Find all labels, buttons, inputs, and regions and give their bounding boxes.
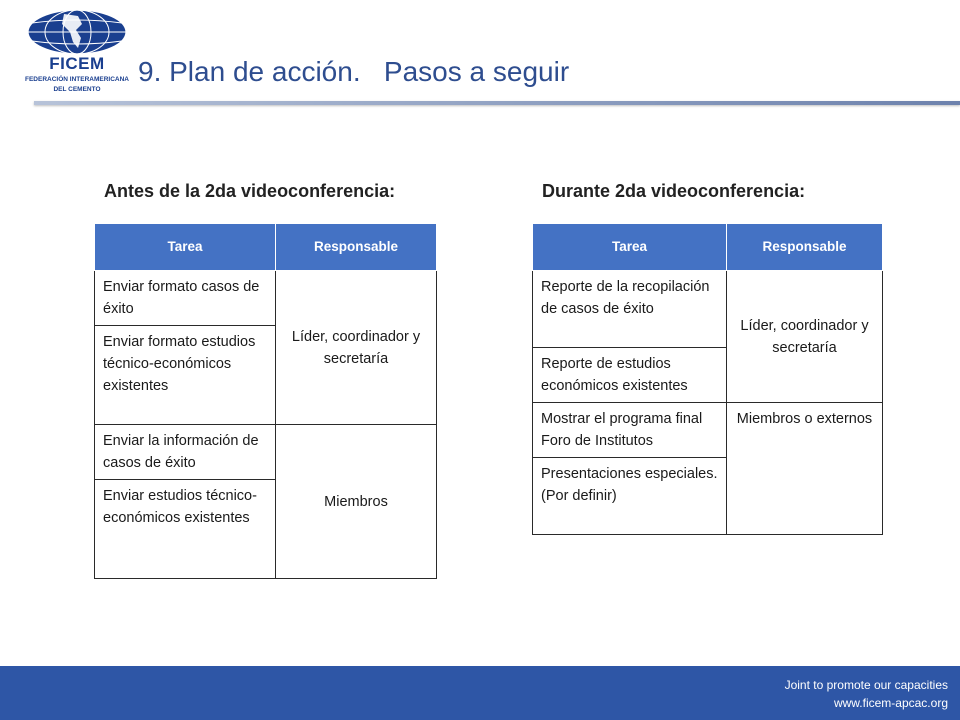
header-tarea: Tarea [533, 224, 727, 271]
header-tarea: Tarea [95, 224, 276, 271]
footer-url[interactable]: www.ficem-apcac.org [833, 696, 948, 710]
task-cell: Enviar la información de casos de éxito [95, 425, 276, 480]
task-cell: Reporte de la recopilación de casos de éxito [533, 271, 727, 348]
logo-subtitle-line2: DEL CEMENTO [53, 86, 101, 93]
footer-tagline: Joint to promote our capacities [784, 678, 948, 692]
right-section-heading: Durante 2da videoconferencia: [542, 181, 806, 201]
table-header-row [533, 224, 883, 271]
ficem-logo [18, 8, 136, 100]
table-row [95, 425, 437, 480]
globe-icon [26, 8, 128, 56]
table-header-row [95, 224, 437, 271]
task-cell: Reporte de estudios económicos existentes [533, 348, 727, 403]
before-task-table [94, 223, 437, 579]
left-section-heading: Antes de la 2da videoconferencia: [104, 181, 396, 201]
task-cell: Enviar estudios técnico-económicos existentes [95, 480, 276, 579]
table-row [95, 271, 437, 326]
responsable-cell: Miembros o externos [727, 403, 883, 535]
table-row [533, 403, 883, 458]
during-task-table [532, 223, 883, 535]
page-title: 9. Plan de acción. Pasos a seguir [138, 56, 570, 87]
task-cell: Enviar formato casos de éxito [95, 271, 276, 326]
header-responsable: Responsable [727, 224, 883, 271]
footer-bar [0, 666, 960, 720]
logo-name: FICEM [49, 54, 105, 73]
task-cell: Enviar formato estudios técnico-económicos existentes [95, 326, 276, 425]
task-cell: Presentaciones especiales. (Por definir) [533, 458, 727, 535]
responsable-cell: Líder, coordinador y secretaría [276, 271, 437, 425]
table-row [533, 271, 883, 348]
header-responsable: Responsable [276, 224, 437, 271]
responsable-cell: Miembros [276, 425, 437, 579]
task-cell: Mostrar el programa final Foro de Institutos [533, 403, 727, 458]
title-divider [34, 101, 960, 105]
logo-subtitle-line1: FEDERACIÓN INTERAMERICANA [25, 76, 129, 83]
responsable-cell: Líder, coordinador y secretaría [727, 271, 883, 403]
